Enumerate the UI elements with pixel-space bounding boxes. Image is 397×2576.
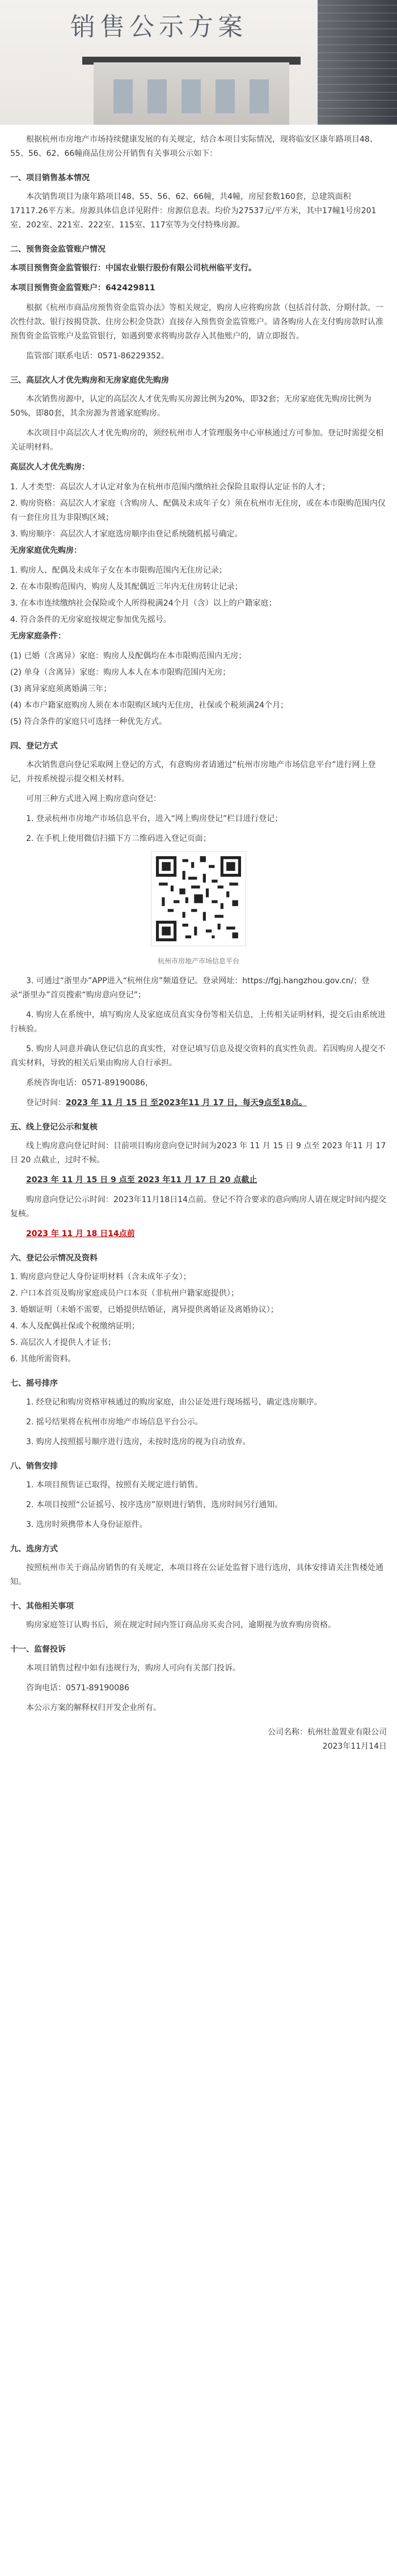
- section-6-p3: 3. 购房人按照摇号顺序进行选房，未按时选房的视为自动放弃。: [26, 1437, 251, 1446]
- section-2-title: 二、预售资金监管账户情况: [10, 245, 105, 254]
- material-item: 5. 高层次人才提供人才证书；: [10, 1338, 116, 1347]
- section-3-p2: 本次项目中高层次人才优先购房的，须经杭州市人才管理服务中心审核通过方可参加。登记时需提交相关证明材料。: [10, 429, 383, 452]
- building-window: [250, 79, 269, 113]
- section-4-p5: 3. 可通过“浙里办”APP进入“杭州住房”频道登记。登录网址：https://fgj.hangzhou.gov.cn/；登录“浙里办”首页搜索“购房意向登记”；: [10, 976, 370, 1000]
- nohome-item: 4. 符合条件的无房家庭按规定参加优先摇号。: [10, 615, 171, 624]
- building-window: [147, 79, 167, 113]
- section-6-p2: 2. 摇号结果将在杭州市房地产市场信息平台公示。: [26, 1418, 203, 1427]
- section-10-p3: 本公示方案的解释权归开发企业所有。: [26, 1703, 161, 1712]
- section-6-p1: 1. 经登记和购房资格审核通过的购房家庭，由公证处进行现场摇号，确定选房顺序。: [26, 1398, 322, 1407]
- nohome-item: 1. 购房人、配偶及未成年子女在本市限购范围内无住房记录；: [10, 566, 227, 575]
- section-5-p1: 线上购房意向登记时间：目前项目购房意向登记时间为2023 年 11 月 15 日 9 点至 2023 年11 月 17 日 20 点截止，过时不候。: [10, 1141, 386, 1165]
- material-item: 3. 婚姻证明（未婚不需要，已婚提供结婚证，离异提供离婚证及离婚协议）；: [10, 1305, 278, 1314]
- section-7-p1: 1. 本项目预售证已取得，按照有关规定进行销售。: [26, 1481, 203, 1490]
- section-5b-title: 六、登记公示情况及资料: [10, 1254, 98, 1263]
- section-1-p1: 本次销售项目为康年路项目48、55、56、62、66幢，共4幢，房屋套数160套，总建筑面积17117.26平方米。房源具体信息详见附件：房源信息表。均价为27537元/平方米，其中17幢1号房201室、202室、221室、222室、115室、117室等为交付特殊房源。: [10, 192, 377, 230]
- section-3-title: 三、高层次人才优先购房和无房家庭优先购房: [10, 376, 169, 385]
- building-photo-texture: [318, 0, 397, 125]
- registration-time-label: 登记时间：: [26, 1098, 66, 1107]
- nohome-item: 2. 在本市限购范围内，购房人及其配偶近三年内无住房转让记录；: [10, 582, 243, 591]
- building-window: [181, 79, 201, 113]
- qr-code-icon[interactable]: [151, 852, 246, 946]
- section-3-p1: 本次销售房源中，认定的高层次人才优先购买房源比例为20%，即32套；无房家庭优先购房比例为50%，即80套，其余房源为普通家庭购房。: [10, 395, 371, 418]
- building-window: [113, 79, 133, 113]
- material-item: 6. 其他所需资料。: [10, 1355, 76, 1364]
- condition-item: (1) 已婚（含离异）家庭：购房人及配偶均在本市限购范围内无房；: [10, 652, 247, 661]
- announcement-body: [0, 125, 397, 1754]
- condition-item: (5) 符合条件的家庭只可选择一种优先方式。: [10, 717, 167, 726]
- system-hotline: 系统咨询电话：0571-89190086，: [26, 1078, 153, 1088]
- material-item: 1. 购房意向登记人身份证明材料（含未成年子女）；: [10, 1272, 191, 1281]
- qr-caption: 杭州市房地产市场信息平台: [157, 957, 239, 965]
- section-4-p7: 5. 购房人同意并确认登记信息的真实性，对登记填写信息及提交资料的真实性负责。若因购房人提交不真实材料，导致的相关后果由购房人自行承担。: [10, 1044, 386, 1068]
- header-banner: [0, 0, 397, 125]
- intro-paragraph: 根据杭州市房地产市场持续健康发展的有关规定，结合本项目实际情况，现将临安区康年路项目48、55、56、62、66幢商品住房公开销售有关事项公示如下：: [10, 135, 378, 158]
- signature-block: [10, 1725, 387, 1754]
- talent-item: 1. 人才类型：高层次人才认定对象为在杭州市范围内缴纳社会保险且取得认定证书的人才；: [10, 483, 330, 492]
- material-item: 4. 本人及配偶社保或个税缴纳证明；: [10, 1322, 140, 1331]
- section-9-p1: 购房家庭签订认购书后，须在规定时间内签订商品房买卖合同，逾期视为放弃购房资格。: [26, 1621, 336, 1630]
- section-4-title: 四、登记方式: [10, 742, 58, 751]
- section-4-p2: 可用三种方式进入网上购房意向登记：: [26, 794, 161, 803]
- material-item: 2. 户口本首页及购房家庭成员户口本页（非杭州户籍家庭提供）；: [10, 1289, 239, 1298]
- condition-item: (3) 离异家庭须离婚满三年；: [10, 684, 112, 693]
- registration-time: [10, 1096, 387, 1110]
- supervision-phone: 监管部门联系电话：0571-86229352。: [26, 352, 169, 361]
- registration-time-value: 2023 年 11 月 15 日 至2023年11 月 17 日，每天9点至18点。: [66, 1098, 307, 1107]
- condition-item: (4) 本市户籍家庭购房人须在本市限购区域内无住房，社保或个税须满24个月；: [10, 701, 289, 710]
- section-7-p3: 3. 选房时须携带本人身份证原件。: [26, 1520, 147, 1529]
- section-1-title: 一、项目销售基本情况: [10, 174, 90, 183]
- nohome-title: 无房家庭优先购房：: [10, 546, 82, 555]
- talent-item: 3. 购房顺序：高层次人才家庭选房顺序由登记系统随机摇号确定。: [10, 530, 243, 539]
- section-8-p1: 按照杭州市关于商品房销售的有关规定，本项目将在公证处监督下进行选房，具体安排请关注售楼处通知。: [10, 1563, 383, 1587]
- section-5-title: 五、线上登记公示和复核: [10, 1123, 98, 1132]
- review-deadline: 2023 年 11 月 18 日14点前: [26, 1229, 135, 1238]
- building-window: [216, 79, 235, 113]
- talent-title: 高层次人才优先购房：: [10, 463, 90, 472]
- supervision-account: 本项目预售资金监管账户：642429811: [10, 284, 155, 293]
- section-9-title: 十、其他相关事项: [10, 1602, 74, 1611]
- qr-code-block: [10, 852, 387, 968]
- section-10-p2: 咨询电话：0571-89190086: [26, 1684, 129, 1693]
- section-6-title: 七、摇号排序: [10, 1379, 58, 1388]
- company-name: 公司名称：杭州壮盈置业有限公司: [268, 1728, 387, 1737]
- section-7-p2: 2. 本项目按照“公证摇号、按序选房”原则进行销售，选房时间另行通知。: [26, 1500, 283, 1509]
- section-4-p1: 本次销售意向登记采取网上登记的方式，有意购房者请通过“杭州市房地产市场信息平台”进行网上登记，并按系统提示提交相关材料。: [10, 760, 376, 784]
- section-10-p1: 本项目销售过程中如有违规行为，购房人可向有关部门投诉。: [26, 1664, 240, 1673]
- section-5-p2: 购房意向登记公示时间：2023年11月18日14点前。登记不符合要求的意向购房人请在规定时间内提交复核。: [10, 1195, 387, 1219]
- talent-item: 2. 购房资格：高层次人才家庭（含购房人、配偶及未成年子女）须在杭州市无住房，或在本市限购范围内仅有一套住房且为非限购区域；: [10, 499, 386, 522]
- registration-window: 2023 年 11 月 15 日 9 点至 2023 年11 月 17 日 20 点截止: [26, 1175, 257, 1185]
- section-8-title: 九、选房方式: [10, 1545, 58, 1554]
- publish-date: 2023年11月14日: [322, 1742, 387, 1751]
- section-4-p3: 1. 登录杭州市房地产市场信息平台，进入“网上购房登记”栏目进行登记；: [26, 814, 283, 823]
- section-7-title: 八、销售安排: [10, 1462, 58, 1471]
- nohome-item: 3. 在本市连续缴纳社会保险或个人所得税满24个月（含）以上的户籍家庭；: [10, 599, 277, 608]
- section-2-p1: 根据《杭州市商品房预售资金监管办法》等相关规定，购房人应将购房款（包括首付款、分期付款、一次性付款、银行按揭贷款、住房公积金贷款）直接存入预售资金监管账户。请各购房人在支付购房款时认准预售资金监管账户及监管银行，如遇到要求将购房款存入其他账户的，请立即报告。: [10, 303, 383, 341]
- section-4-p4: 2. 在手机上使用微信扫描下方二维码进入登记页面；: [26, 834, 211, 843]
- condition-item: (2) 单身（含离异）家庭：购房人本人在本市限购范围内无房；: [10, 668, 231, 677]
- page-title: 销售公示方案: [70, 12, 247, 41]
- section-4-p6: 4. 购房人在系统中，填写购房人及家庭成员真实身份等相关信息，上传相关证明材料，提交后由系统进行核验。: [10, 1010, 386, 1034]
- section-10-title: 十一、监督投诉: [10, 1645, 66, 1654]
- conditions-title: 无房家庭条件：: [10, 632, 66, 641]
- supervision-bank: 本项目预售资金监管银行：中国农业银行股份有限公司杭州临平支行。: [10, 264, 256, 273]
